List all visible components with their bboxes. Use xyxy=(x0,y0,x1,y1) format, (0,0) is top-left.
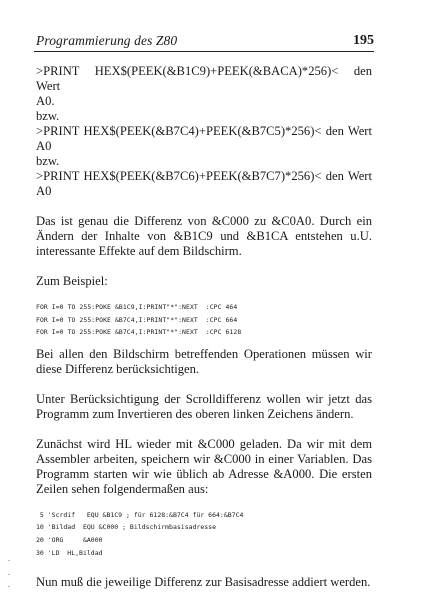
code-line: 20 'ORG &A000 xyxy=(36,536,103,545)
scan-speck xyxy=(8,560,10,561)
scan-speck xyxy=(8,574,10,575)
code-line: 30 'LD HL,Bildad xyxy=(36,548,103,557)
paragraph-base-address: Nun muß die jeweilige Differenz zur Basisadresse addiert werden. xyxy=(36,574,371,589)
code-block-basic xyxy=(36,301,372,339)
page-header xyxy=(34,33,374,53)
page-number: 195 xyxy=(353,33,374,48)
code-line: FOR I=0 TO 255:POKE &B7C4,I:PRINT"*":NEXT :CPC 6128 xyxy=(36,328,242,336)
result-line: A0 xyxy=(36,184,52,198)
page-body xyxy=(36,64,372,590)
code-line: 5 'Scrdif EQU &B1C9 ; für 6128:&B7C4 für 664:&B7C4 xyxy=(36,510,244,519)
print-command-line: >PRINT HEX$(PEEK(&B7C6)+PEEK(&B7C7)*256)< den Wert xyxy=(36,169,372,183)
paragraph-scroll-difference: Unter Berücksichtigung der Scrolldifferenz wollen wir jetzt das Programm zum Invertieren des oberen linken Zeichens ändern. xyxy=(36,391,372,421)
scan-speck xyxy=(8,586,10,587)
paragraph-difference: Das ist genau die Differenz von &C000 zu &C0A0. Durch ein Ändern der Inhalte von &B1C9 und &B1CA entstehen u.U. interessante Effekte auf dem Bildschirm. xyxy=(36,214,372,258)
print-command-line: >PRINT HEX$(PEEK(&B1C9)+PEEK(&BACA)*256)< den Wert xyxy=(36,64,372,93)
code-line: FOR I=0 TO 255:POKE &B7C4,I:PRINT"*":NEXT :CPC 664 xyxy=(36,315,238,324)
code-line: 10 'Bildad EQU &C000 ; Bildschirmbasisadresse xyxy=(36,523,217,532)
result-line: A0 xyxy=(36,139,52,153)
code-line: FOR I=0 TO 255:POKE &B1C9,I:PRINT"*":NEXT :CPC 464 xyxy=(36,303,238,311)
paragraph-assembler: Zunächst wird HL wieder mit &C000 geladen. Da wir mit dem Assembler arbeiten, speichern wir &C000 in einer Variablen. Das Programm starten wir wie üblich ab Adresse &A000. Die ersten Zeilen sehen folgendermaßen aus: xyxy=(36,436,372,496)
print-command-line: >PRINT HEX$(PEEK(&B7C4)+PEEK(&B7C5)*256)< den Wert xyxy=(36,124,372,138)
code-block-assembler xyxy=(36,509,372,560)
alternative-line: bzw. xyxy=(36,154,60,168)
header-rule xyxy=(34,51,374,52)
example-heading: Zum Beispiel: xyxy=(36,274,108,288)
result-line: A0. xyxy=(36,94,55,108)
alternative-line: bzw. xyxy=(36,109,60,123)
paragraph-screen-operations: Bei allen den Bildschirm betreffenden Operationen müssen wir diese Differenz berücksichtigen. xyxy=(36,346,372,376)
running-title: Programmierung des Z80 xyxy=(36,33,178,48)
